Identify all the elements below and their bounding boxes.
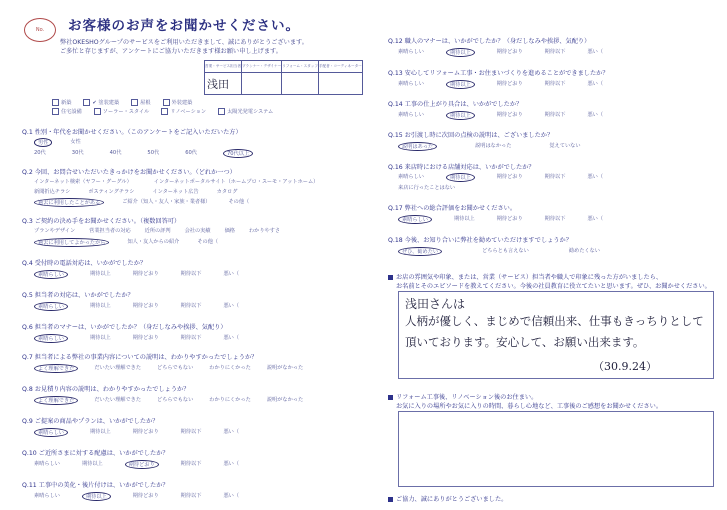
question-16: Q.16 来店時における店舗対応は、いかがでしたか？	[388, 164, 535, 171]
options-q2	[34, 178, 318, 185]
options-q1	[34, 138, 81, 147]
option[interactable]: 説明はあった	[398, 142, 437, 151]
comment1-hand-2: 人柄が優しく、まじめで信頼出来、仕事もきっちりとして	[405, 314, 704, 328]
option[interactable]: 60代	[185, 150, 197, 156]
options-q8	[34, 396, 303, 405]
options-q6	[34, 334, 239, 343]
option[interactable]: ポスティングチラシ	[88, 189, 135, 195]
option[interactable]: 期待以下	[544, 112, 566, 118]
option[interactable]: 素晴らしい	[398, 174, 424, 180]
option[interactable]: 期待以上	[89, 335, 111, 341]
footer-thanks	[388, 494, 507, 503]
staff-name-table	[204, 60, 363, 95]
checkbox[interactable]	[83, 99, 90, 106]
header-coordinator: 手配者・コーディネーター	[318, 61, 362, 73]
option[interactable]: 悪い（	[223, 303, 240, 309]
option[interactable]: だいたい理解できた	[94, 365, 142, 371]
service-item[interactable]	[83, 99, 119, 106]
option[interactable]: 知人・友人からの紹介	[127, 239, 180, 245]
option[interactable]: プランやデザイン	[34, 228, 76, 234]
bullet-icon	[388, 275, 393, 280]
comment2-box[interactable]	[398, 411, 714, 487]
question-12: Q.12 職人のマナーは、いかがでしたか？（身だしなみや挨拶、気配り）	[388, 38, 591, 45]
question-11: Q.11 工事中の美化・後片付けは、いかがでしたか？	[22, 482, 169, 489]
question-15: Q.15 お引渡し時に次回の点検の説明は、ございましたか？	[388, 132, 554, 139]
option[interactable]: 来店に行ったことはない	[398, 185, 456, 191]
option[interactable]: ぜひ、勧めたい	[398, 247, 442, 256]
question-4: Q.4 受付時の電話対応は、いかがでしたか？	[22, 260, 147, 267]
option[interactable]: 説明がなかった	[266, 397, 304, 403]
name-cell[interactable]	[282, 73, 319, 95]
service-item[interactable]	[131, 99, 150, 106]
option[interactable]: 悪い（	[223, 461, 240, 467]
option[interactable]: 期待以下	[180, 271, 202, 277]
option[interactable]: 期待以上	[453, 216, 475, 222]
options-q12	[398, 48, 603, 57]
option[interactable]: 期待以上	[446, 48, 475, 57]
option[interactable]: 営業担当者の対応	[89, 228, 131, 234]
stamp-text: No.	[35, 27, 45, 33]
service-label: 屋根	[140, 100, 151, 106]
footer-text: ご協力、誠にありがとうございました。	[396, 496, 508, 503]
name-cell[interactable]	[318, 73, 362, 95]
option[interactable]: 悪い（	[587, 174, 604, 180]
option[interactable]: その他（	[228, 199, 250, 205]
option[interactable]: 会社の実績	[184, 228, 211, 234]
option[interactable]: 期待どおり	[125, 460, 159, 469]
checkbox[interactable]	[161, 108, 168, 115]
option[interactable]: 素晴らしい	[34, 493, 60, 499]
options-q14	[398, 111, 603, 120]
service-item[interactable]	[52, 108, 82, 115]
options-q13	[398, 80, 603, 89]
question-14: Q.14 工事の仕上がり具合は、いかがでしたか？	[388, 101, 523, 108]
option[interactable]: 期待以上	[82, 492, 111, 501]
options-q7	[34, 364, 303, 373]
option[interactable]: だいたい理解できた	[94, 397, 142, 403]
option[interactable]: 期待以下	[180, 461, 202, 467]
option[interactable]: 期待以上	[81, 461, 103, 467]
option[interactable]: 女性	[70, 139, 81, 145]
option[interactable]: よく理解できた	[34, 364, 78, 373]
stamp	[24, 18, 56, 42]
option[interactable]: 素晴らしい	[398, 49, 424, 55]
option[interactable]: 期待以下	[544, 174, 566, 180]
option[interactable]: 期待どおり	[496, 112, 523, 118]
question-5: Q.5 担当者の対応は、いかがでしたか？	[22, 292, 134, 299]
option[interactable]: 期待どおり	[496, 81, 523, 87]
comment1-prompt-text: お店の雰囲気や印象、または、営業（サービス）担当者や職人で印象に残った方がいましたら、	[396, 274, 663, 281]
checkbox[interactable]	[52, 108, 59, 115]
service-label: 新築	[61, 100, 72, 106]
comment1-box[interactable]	[398, 291, 714, 379]
options-q3	[34, 227, 280, 234]
service-label: 住宅設備	[61, 109, 82, 115]
options-q9	[34, 428, 239, 437]
option[interactable]: 素晴らしい	[34, 428, 68, 437]
option[interactable]: 男性	[34, 138, 52, 147]
comment1-prompt-1	[388, 272, 662, 281]
option[interactable]: 悪い（	[587, 49, 604, 55]
option[interactable]: 期待以下	[544, 49, 566, 55]
option[interactable]: 期待どおり	[132, 335, 159, 341]
bullet-icon	[388, 497, 393, 502]
option[interactable]: 30代	[71, 150, 84, 156]
options-q3	[34, 238, 218, 247]
option[interactable]: 期待以下	[180, 335, 202, 341]
option[interactable]: どちらとも言えない	[482, 248, 529, 254]
options-q16	[398, 173, 603, 182]
option[interactable]: わかりにくかった	[209, 365, 251, 371]
checkbox[interactable]	[52, 99, 59, 106]
customer-name: 浅田	[207, 77, 229, 91]
option[interactable]: 期待以上	[89, 303, 111, 309]
option[interactable]: 説明がなかった	[266, 365, 304, 371]
options-q5	[34, 302, 239, 311]
option[interactable]: 勧めたくない	[568, 248, 600, 254]
name-cell[interactable]	[205, 73, 242, 95]
option[interactable]: 期待どおり	[132, 493, 159, 499]
service-row	[52, 108, 273, 115]
option[interactable]: 期待どおり	[496, 49, 523, 55]
option[interactable]: その他（	[197, 239, 219, 245]
option[interactable]: 素晴らしい	[398, 112, 424, 118]
option[interactable]: 素晴らしい	[398, 215, 432, 224]
option[interactable]: 期待どおり	[496, 216, 523, 222]
option[interactable]: 悪い（	[223, 271, 240, 277]
comment1-date: （30.9.24）	[593, 360, 657, 373]
option[interactable]: 期待以下	[180, 303, 202, 309]
option[interactable]: わかりにくかった	[209, 397, 251, 403]
service-item[interactable]	[163, 99, 193, 106]
option[interactable]: 悪い（	[587, 81, 604, 87]
comment2-prompt-1	[388, 392, 537, 401]
option[interactable]: 期待どおり	[496, 174, 523, 180]
question-9: Q.9 ご提案の商品やプランは、いかがでしたか？	[22, 418, 159, 425]
option[interactable]: 50代	[147, 150, 160, 156]
comment2-prompt-text: リフォーム工事後、リノベーション後のお住まい。	[396, 394, 538, 401]
service-label: ソーラー・スタイル	[102, 109, 150, 115]
option[interactable]: 素晴らしい	[34, 302, 68, 311]
options-q1	[34, 149, 253, 158]
options-q2	[34, 198, 249, 207]
option[interactable]: 素晴らしい	[34, 334, 68, 343]
option[interactable]: 覚えていない	[549, 143, 581, 149]
service-label: 太陽光発電システム	[227, 109, 274, 115]
option[interactable]: 悪い（	[223, 493, 240, 499]
option[interactable]: 期待どおり	[132, 429, 159, 435]
options-q18	[398, 247, 600, 256]
page-title: お客様のお声をお聞かせください。	[68, 18, 300, 34]
option[interactable]: 悪い（	[223, 335, 240, 341]
options-q2	[34, 188, 237, 195]
checkbox[interactable]	[131, 99, 138, 106]
option[interactable]: 過去に利用してよかったから	[34, 238, 109, 247]
option[interactable]: よく理解できた	[34, 396, 78, 405]
comment2-prompt-2: お気に入りの場所やお気に入りの時間、暮らし心地など、工事後のご感想をお聞かせください。	[396, 403, 663, 410]
option[interactable]: インターネット広告	[152, 189, 199, 195]
question-3: Q.3 ご契約の決め手をお聞かせください。（複数回答可）	[22, 218, 181, 225]
question-8: Q.8 お見積り内容の説明は、わかりやすかったでしょうか？	[22, 386, 190, 393]
service-label: 外装建築	[171, 100, 193, 106]
option[interactable]: カタログ	[216, 189, 238, 195]
question-7: Q.7 担当者による弊社の事業内容についての説明は、わかりやすかったでしょうか？	[22, 354, 258, 361]
options-q11	[34, 492, 239, 501]
option[interactable]: インターネットポータルサイト（ホームプロ・スーモ・アットホーム）	[153, 179, 319, 185]
service-item[interactable]	[52, 99, 71, 106]
option[interactable]: 期待以下	[544, 216, 566, 222]
option[interactable]: 新聞折込チラシ	[34, 189, 71, 195]
options-q4	[34, 270, 239, 279]
service-label: ✔ 塗装建築	[92, 100, 120, 106]
option[interactable]: 期待以下	[180, 493, 202, 499]
option[interactable]: 悪い（	[587, 112, 604, 118]
options-q15	[398, 142, 581, 151]
service-item[interactable]	[161, 108, 206, 115]
service-row	[52, 99, 192, 106]
comment1-hand-3: 頂いております。安心して、お願い出来ます。	[405, 335, 645, 349]
option[interactable]: 期待どおり	[132, 303, 159, 309]
question-2: Q.2 今回、お問合せいただいたきっかけをお聞かせください。（どれか一つ）	[22, 169, 236, 176]
option[interactable]: 悪い（	[587, 216, 604, 222]
option[interactable]: インターネット検索（ヤフー・グーグル）	[34, 179, 132, 185]
option[interactable]: 期待以上	[89, 271, 111, 277]
question-18: Q.18 今後、お知り合いに弊社を勧めていただけますでしょうか？	[388, 237, 572, 244]
service-item[interactable]	[218, 108, 273, 115]
header-planner: プランナー・デザイナー	[241, 61, 281, 73]
header-sales: 営業・サービス担当者	[205, 61, 242, 73]
option[interactable]: ご紹介（知人・友人・家族・業者様）	[122, 199, 211, 205]
option[interactable]: 近所の評判	[144, 228, 171, 234]
question-10: Q.10 ご近所さまに対する配慮は、いかがでしたか？	[22, 450, 169, 457]
option[interactable]: 期待以上	[446, 173, 475, 182]
service-label: リノベーション	[170, 109, 207, 115]
option[interactable]: 40代	[109, 150, 122, 156]
question-1: Q.1 性別・年代をお聞かせください。（このアンケートをご記入いただいた方）	[22, 129, 242, 136]
option[interactable]: 期待以上	[446, 111, 475, 120]
option[interactable]: どちらでもない	[157, 365, 194, 371]
checkbox[interactable]	[163, 99, 170, 106]
option[interactable]: 素晴らしい	[398, 81, 424, 87]
option[interactable]: 素晴らしい	[34, 461, 60, 467]
options-q17	[398, 215, 603, 224]
question-13: Q.13 安心してリフォーム工事・お住まいづくりを進めることができましたか？	[388, 70, 609, 77]
service-item[interactable]	[94, 108, 150, 115]
intro-line-2: ご多忙と存じますが、アンケートにご協力いただきます様お願い申し上げます。	[60, 48, 282, 55]
options-q10	[34, 460, 239, 469]
header-staff: リフォーム・スタッフ	[282, 61, 319, 73]
option[interactable]: 期待以下	[180, 429, 202, 435]
option[interactable]: 期待以上	[446, 80, 475, 89]
option[interactable]: 素晴らしい	[34, 270, 68, 279]
comment1-hand-1: 浅田さんは	[405, 297, 466, 311]
comment1-prompt-2: お名前とそのエピソードを教えてください。今後の社員教育に役立てたいと思います。ぜひ、お聞かせください。	[396, 283, 711, 290]
option[interactable]: 期待以下	[544, 81, 566, 87]
option[interactable]: 期待どおり	[132, 271, 159, 277]
checkbox[interactable]	[218, 108, 225, 115]
name-cell[interactable]	[241, 73, 281, 95]
option[interactable]: 悪い（	[223, 429, 240, 435]
bullet-icon	[388, 395, 393, 400]
option[interactable]: どちらでもない	[157, 397, 194, 403]
option[interactable]: 過去に利用したことがある	[34, 198, 104, 207]
question-6: Q.6 担当者のマナーは、いかがでしたか？（身だしなみや挨拶、気配り）	[22, 324, 227, 331]
option[interactable]: 期待以上	[89, 429, 111, 435]
option[interactable]: 70代以上	[223, 149, 253, 158]
option[interactable]: 価格	[224, 228, 235, 234]
question-17: Q.17 弊社への総合評価をお聞かせください。	[388, 205, 517, 212]
checkbox[interactable]	[94, 108, 101, 115]
option[interactable]: わかりやすさ	[248, 228, 281, 234]
options-q16	[398, 184, 455, 191]
option[interactable]: 説明はなかった	[475, 143, 512, 149]
intro-line-1: 弊社OKESHOグループのサービスをご利用いただきまして、誠にありがとうございます。	[60, 39, 308, 46]
option[interactable]: 20代	[34, 150, 46, 156]
